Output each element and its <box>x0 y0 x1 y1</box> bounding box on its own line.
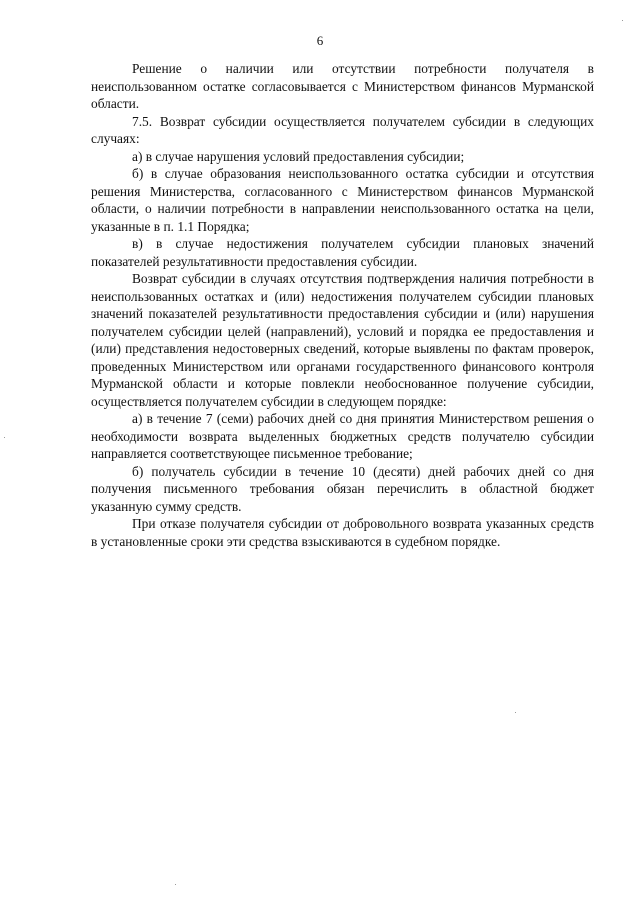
paragraph-case-v: в) в случае недостижения получателем субсидии плановых значений показателей результативности предоставления субсидии. <box>91 236 594 269</box>
paragraph-step-b: б) получатель субсидии в течение 10 (десяти) дней рабочих дней со дня получения письменного требования обязан перечислить в областной бюджет указанную сумму средств. <box>91 463 594 514</box>
paragraph-approval: Решение о наличии или отсутствии потребности получателя в неиспользованном остатке согласовывается с Министерством финансов Мурманской области. <box>91 61 594 111</box>
paragraph-refusal: При отказе получателя субсидии от добровольного возврата указанных средств в установленные сроки эти средства взыскиваются в судебном порядке. <box>91 516 594 549</box>
paragraph-step-a: а) в течение 7 (семи) рабочих дней со дня принятия Министерством решения о необходимости возврата выделенных бюджетных средств получателю субсидии направляется соответствующее письменное требование; <box>91 411 594 461</box>
paragraph-return-procedure: Возврат субсидии в случаях отсутствия подтверждения наличия потребности в неиспользованных остатках и (или) недостижения получателем субсидии плановых значений показателей результативности предоставления субсидии и (или) нарушения получателем субсидии целей (направлений), условий и порядка ее предоставления и (или) представления недостоверных сведений, которые выявлены по фактам проверок, проведенных Министерством или органами государственного финансового контроля Мурманской области и которые повлекли необоснованное получение субсидии, осуществляется получателем субсидии в следующем порядке: <box>91 271 594 409</box>
paragraph-case-a: а) в случае нарушения условий предоставления субсидии; <box>132 148 465 164</box>
paragraph-case-b: б) в случае образования неиспользованного остатка субсидии и отсутствия решения Министерства, согласованного с Министерством финансов Мурманской области, о наличии потребности в направлении неиспользованного остатка на цели, указанные в п. 1.1 Порядка; <box>91 166 594 234</box>
scan-speck <box>622 20 623 21</box>
scan-speck <box>4 437 5 438</box>
scan-speck <box>515 712 516 713</box>
page-number: 6 <box>316 33 324 48</box>
document-body <box>91 60 594 550</box>
scan-speck <box>175 884 176 885</box>
paragraph-7-5: 7.5. Возврат субсидии осуществляется получателем субсидии в следующих случаях: <box>91 113 594 146</box>
